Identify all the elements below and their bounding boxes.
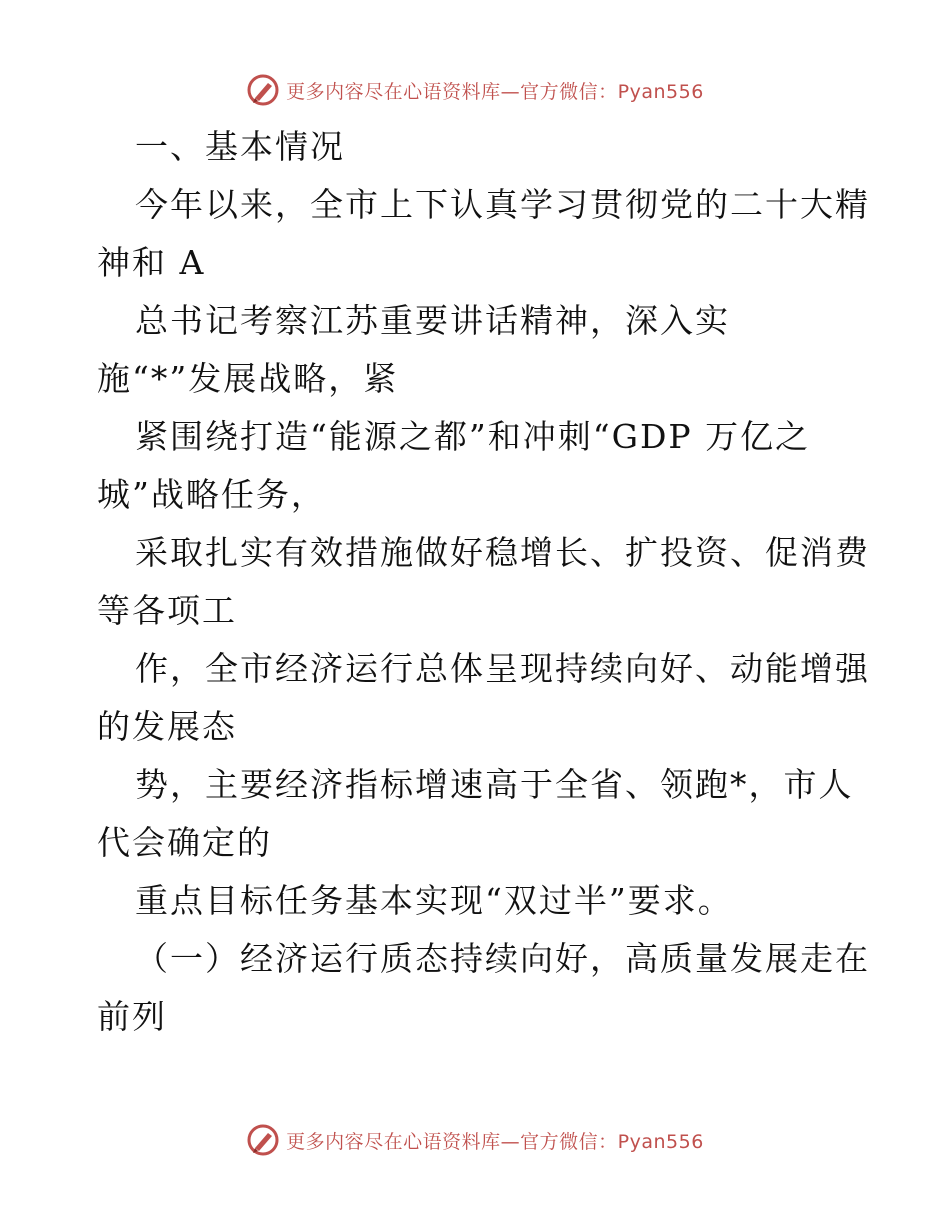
paragraph-line: 代会确定的 (97, 823, 272, 862)
document-body (97, 118, 870, 1046)
subsection-heading: （一）经济运行质态持续向好，高质量发展走在 (135, 939, 870, 978)
subsection-heading-continued: 前列 (97, 997, 167, 1036)
section-heading: 一、基本情况 (135, 127, 345, 166)
paragraph-line: 总书记考察江苏重要讲话精神，深入实 (135, 301, 730, 340)
paragraph-line: 等各项工 (97, 591, 237, 630)
watermark-footer (0, 1120, 950, 1160)
watermark-header (0, 70, 950, 110)
paragraph-line: 重点目标任务基本实现“双过半”要求。 (135, 881, 733, 920)
watermark-text: 更多内容尽在心语资料库—官方微信：Pyan556 (286, 1130, 704, 1153)
paragraph-line: 城”战略任务， (97, 475, 326, 514)
pen-logo-icon (246, 73, 280, 107)
paragraph-line: 的发展态 (97, 707, 237, 746)
watermark-text: 更多内容尽在心语资料库—官方微信：Pyan556 (286, 80, 704, 103)
paragraph-line: 势，主要经济指标增速高于全省、领跑*，市人 (135, 765, 854, 804)
paragraph-line: 施“*”发展战略，紧 (97, 359, 399, 398)
paragraph-line: 紧围绕打造“能源之都”和冲刺“GDP 万亿之 (135, 417, 811, 456)
pen-logo-icon (246, 1123, 280, 1157)
paragraph-line: 作，全市经济运行总体呈现持续向好、动能增强 (135, 649, 870, 688)
paragraph-line: 神和 A (97, 243, 206, 282)
paragraph-line: 采取扎实有效措施做好稳增长、扩投资、促消费 (135, 533, 870, 572)
paragraph-line: 今年以来，全市上下认真学习贯彻党的二十大精 (135, 185, 870, 224)
